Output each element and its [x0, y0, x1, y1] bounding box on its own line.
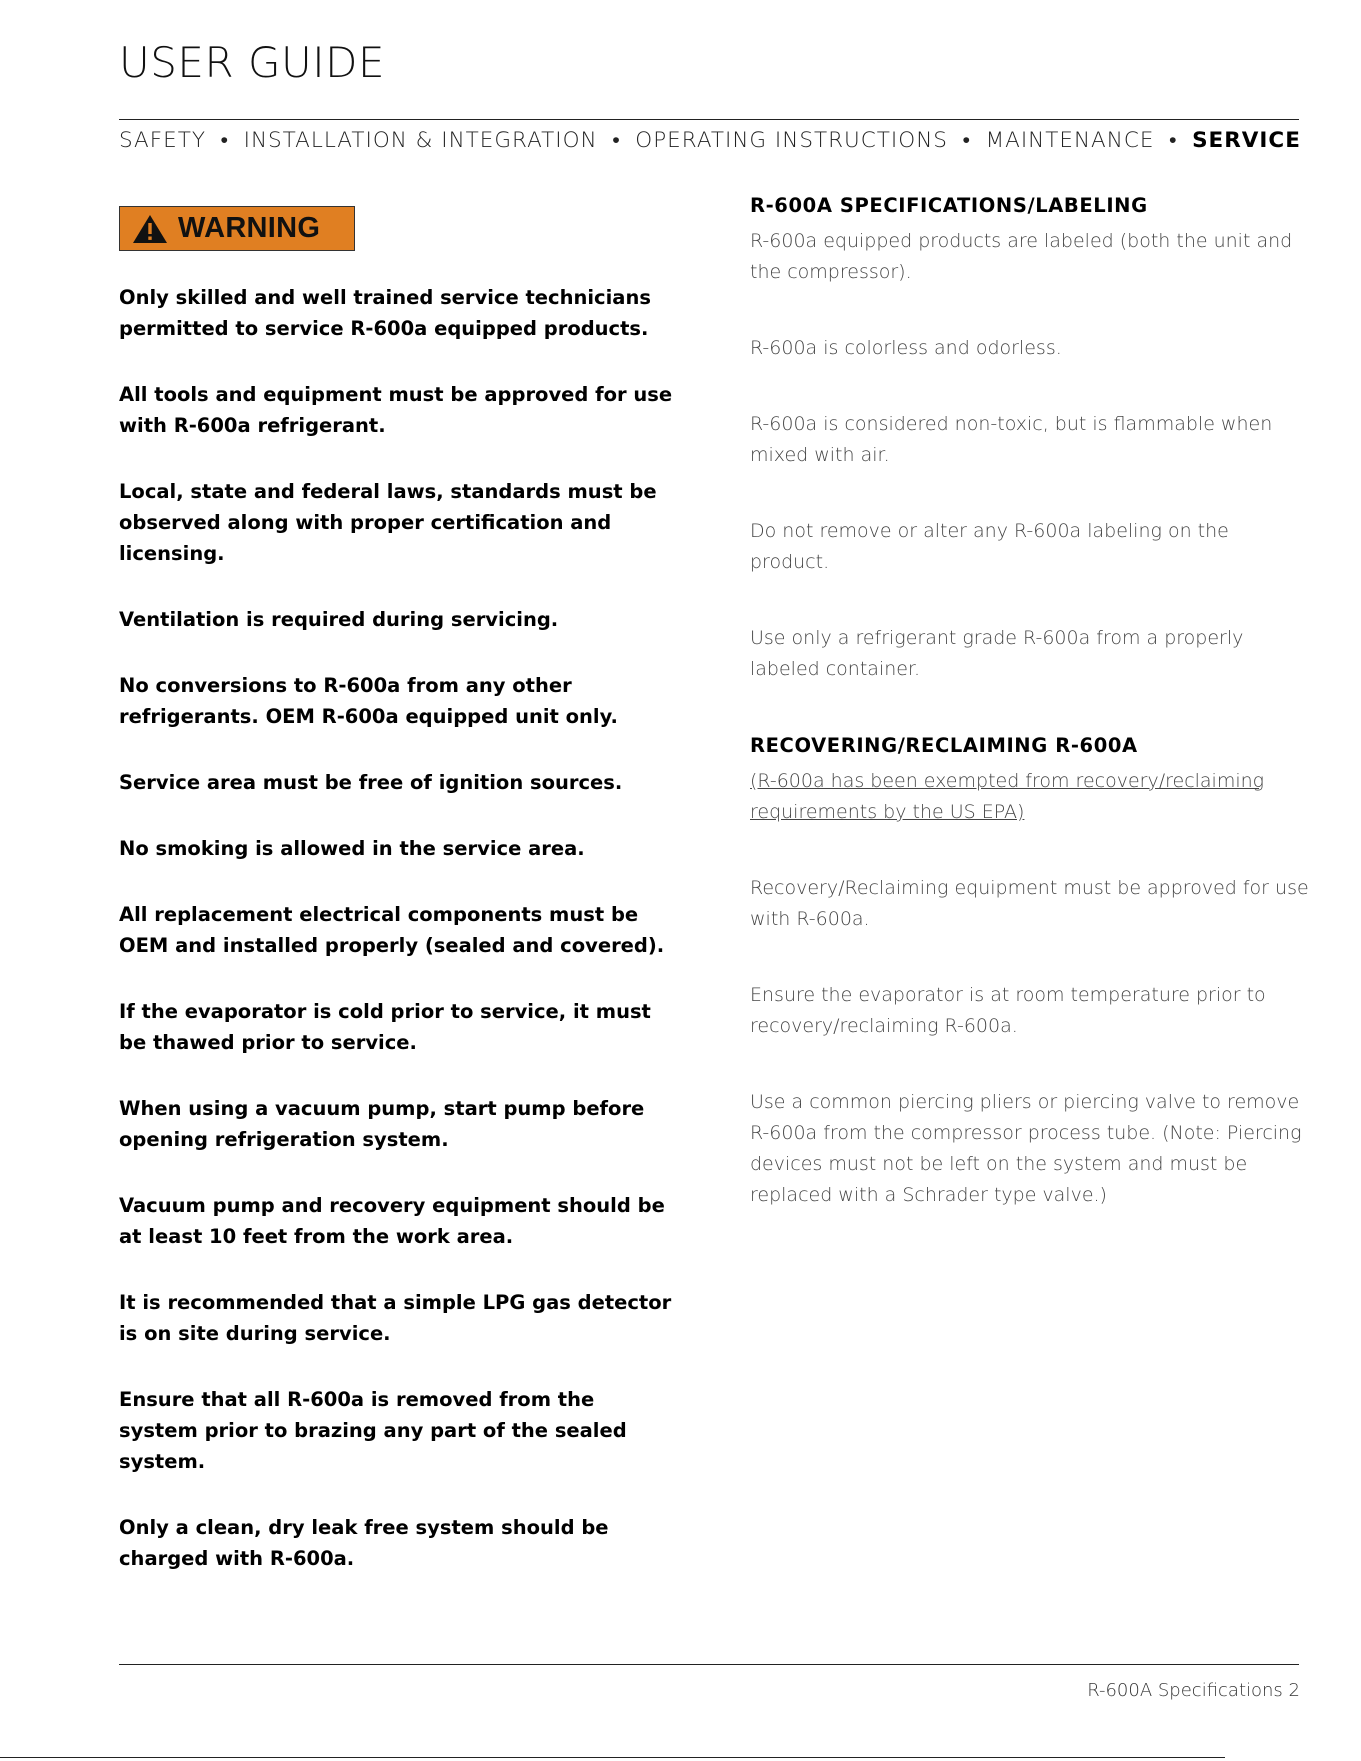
specs-heading: R-600A SPECIFICATIONS/LABELING	[750, 194, 1148, 217]
warning-item: Local, state and federal laws, standards must be observed along with proper certification and licensing.	[119, 480, 657, 565]
nav-item-maintenance: MAINTENANCE	[985, 128, 1155, 153]
recovery-item: Ensure the evaporator is at room temperature prior to recovery/reclaiming R-600a.	[750, 984, 1266, 1037]
recovery-item: Use a common piercing pliers or piercing valve to remove R-600a from the compressor process tube. (Note: Piercing devices must not be left on the system and must be replaced with a Schrader type valve.)	[750, 1091, 1302, 1206]
recovery-item: Recovery/Reclaiming equipment must be approved for use with R-600a.	[750, 877, 1309, 930]
nav-item-safety: SAFETY	[119, 128, 206, 153]
specs-column	[750, 190, 1310, 1256]
spec-item: R-600a is colorless and odorless.	[750, 337, 1062, 359]
page-title: USER GUIDE	[119, 38, 386, 87]
footer-divider	[119, 1664, 1299, 1665]
warning-label: WARNING	[178, 212, 321, 244]
warning-item: If the evaporator is cold prior to service, it must be thawed prior to service.	[119, 1000, 651, 1054]
warning-item: No smoking is allowed in the service area.	[119, 837, 585, 860]
recovering-heading: RECOVERING/RECLAIMING R-600A	[750, 734, 1138, 757]
section-nav	[119, 128, 1301, 153]
warning-item: All tools and equipment must be approved for use with R-600a refrigerant.	[119, 383, 673, 437]
warning-item: No conversions to R-600a from any other refrigerants. OEM R-600a equipped unit only.	[119, 674, 618, 728]
warning-item: Vacuum pump and recovery equipment should be at least 10 feet from the work area.	[119, 1194, 665, 1248]
warning-column	[119, 206, 679, 1609]
page-footer: R-600A Specifications 2	[1087, 1680, 1300, 1701]
nav-item-installation: INSTALLATION & INTEGRATION	[243, 128, 598, 153]
nav-separator: •	[1168, 128, 1178, 153]
warning-item: Ensure that all R-600a is removed from the system prior to brazing any part of the sealed system.	[119, 1388, 627, 1473]
epa-note: (R-600a has been exempted from recovery/reclaiming requirements by the US EPA)	[750, 770, 1265, 823]
warning-badge	[119, 206, 355, 251]
warning-item: All replacement electrical components must be OEM and installed properly (sealed and covered).	[119, 903, 665, 957]
spec-item: R-600a is considered non-toxic, but is flammable when mixed with air.	[750, 413, 1273, 466]
nav-item-operating: OPERATING INSTRUCTIONS	[635, 128, 948, 153]
nav-separator: •	[962, 128, 972, 153]
warning-item: When using a vacuum pump, start pump before opening refrigeration system.	[119, 1097, 645, 1151]
nav-separator: •	[220, 128, 230, 153]
warning-item: Ventilation is required during servicing.	[119, 608, 559, 631]
nav-separator: •	[612, 128, 621, 153]
page-edge-line	[0, 1757, 1225, 1758]
warning-item: Only skilled and well trained service technicians permitted to service R-600a equipped products.	[119, 286, 651, 340]
header-divider	[119, 119, 1299, 120]
spec-item: Use only a refrigerant grade R-600a from a properly labeled container.	[750, 627, 1244, 680]
warning-item: It is recommended that a simple LPG gas detector is on site during service.	[119, 1291, 672, 1345]
warning-item: Service area must be free of ignition sources.	[119, 771, 623, 794]
nav-item-service: SERVICE	[1192, 128, 1301, 153]
spec-item: Do not remove or alter any R-600a labeling on the product.	[750, 520, 1229, 573]
spec-item: R-600a equipped products are labeled (both the unit and the compressor).	[750, 230, 1293, 283]
warning-triangle-icon	[132, 214, 168, 244]
warning-item: Only a clean, dry leak free system should be charged with R-600a.	[119, 1516, 609, 1570]
